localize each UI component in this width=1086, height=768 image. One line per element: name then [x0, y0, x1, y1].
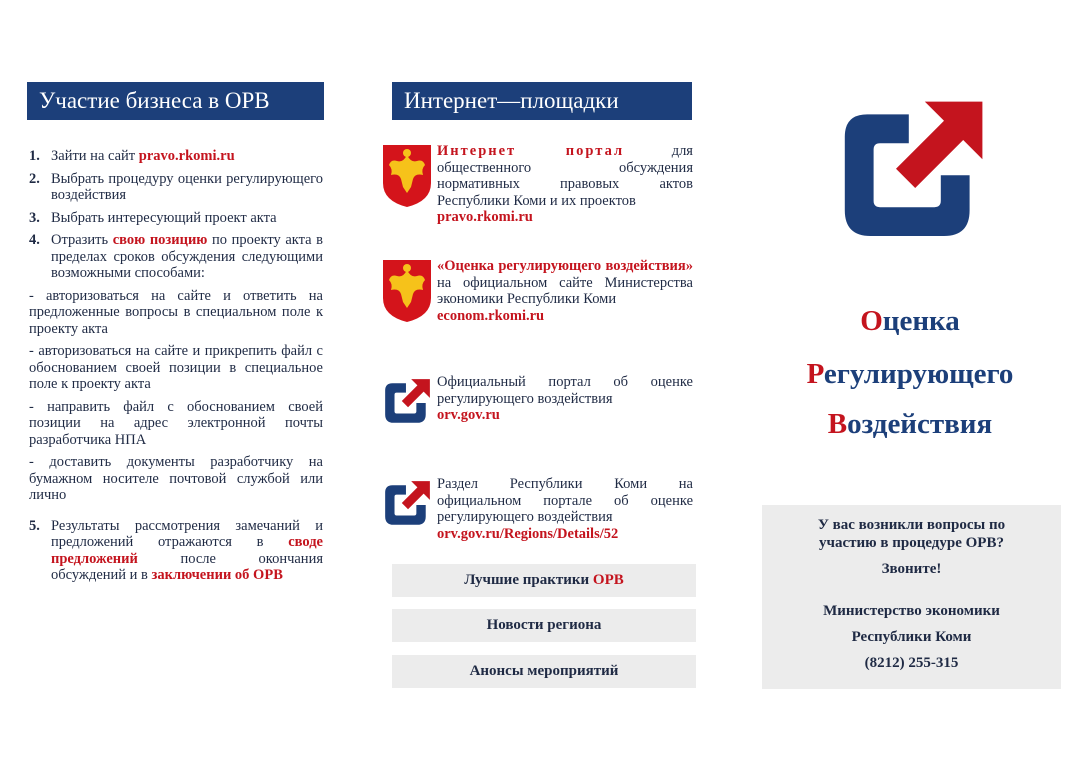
econom-rkomi-link[interactable]: econom.rkomi.ru: [437, 307, 545, 324]
orv-main-logo-icon: [832, 92, 992, 252]
portal-item: Интернет портал для общественного обсуждения нормативных правовых актов Республики Коми и их проектов pravo.rkomi.ru: [381, 143, 693, 226]
method-1: - авторизоваться на сайте и ответить на предложенные вопросы в специальном поле к проекту акта: [29, 287, 323, 337]
phone-number[interactable]: (8212) 255-315: [864, 655, 959, 671]
events-button[interactable]: Анонсы мероприятий: [392, 655, 696, 688]
orv-gov-link[interactable]: orv.gov.ru: [437, 407, 500, 423]
portal-item: Раздел Республики Коми на официальном портале об оценке регулирующего воздействия orv.gov.ru/Regions/Details/52: [381, 476, 693, 542]
method-2: - авторизоваться на сайте и прикрепить файл с обоснованием своей позиции в специальное поле к проекту акта: [29, 343, 323, 392]
step-5: 5. Результаты рассмотрения замечаний и предложений отражаются в своде предложений после окончания обсуждений и в заключении об ОРВ: [29, 517, 323, 583]
portal-item: «Оценка регулирующего воздействия» на официальном сайте Министерства экономики Республики Коми econom.rkomi.ru: [381, 258, 693, 329]
portal-item: Официальный портал об оценке регулирующего воздействия orv.gov.ru: [381, 374, 693, 435]
pravo-link[interactable]: pravo.rkomi.ru: [138, 148, 235, 164]
method-3: - направить файл с обоснованием своей позиции на адрес электронной почты разработчика НПА: [29, 398, 323, 448]
step-1: 1. Зайти на сайт pravo.rkomi.ru: [29, 148, 235, 164]
best-practices-button[interactable]: Лучшие практики ОРВ: [392, 564, 696, 597]
section-header-internet: Интернет—площадки: [392, 82, 692, 120]
method-4: - доставить документы разработчику на бумажном носителе почтовой службой или лично: [29, 454, 323, 503]
title-line-2: Регулирующего: [806, 358, 1014, 390]
section-header-business: Участие бизнеса в ОРВ: [27, 82, 324, 120]
step-2: 2. Выбрать процедуру оценки регулирующего воздействия: [29, 170, 323, 203]
contact-panel: У вас возникли вопросы по участию в процедуре ОРВ? Звоните! Министерство экономики Республики Коми (8212) 255-315: [762, 505, 1061, 689]
komi-coat-of-arms-icon: [381, 143, 437, 226]
step-4: 4. Отразить свою позицию по проекту акта в пределах сроков обсуждения следующими возможными способами:: [29, 232, 324, 281]
region-news-button[interactable]: Новости региона: [392, 609, 696, 642]
orv-logo-icon: [381, 374, 437, 435]
title-line-3: Воздействия: [827, 408, 993, 440]
orv-regions-link[interactable]: orv.gov.ru/Regions/Details/52: [437, 525, 619, 542]
title-line-1: Оценка: [860, 305, 960, 337]
business-participation-column: [29, 148, 323, 590]
pravo-rkomi-link[interactable]: pravo.rkomi.ru: [437, 209, 533, 225]
orv-logo-icon: [381, 476, 437, 542]
step-3: 3. Выбрать интересующий проект акта: [29, 209, 277, 226]
komi-coat-of-arms-icon: [381, 258, 437, 329]
